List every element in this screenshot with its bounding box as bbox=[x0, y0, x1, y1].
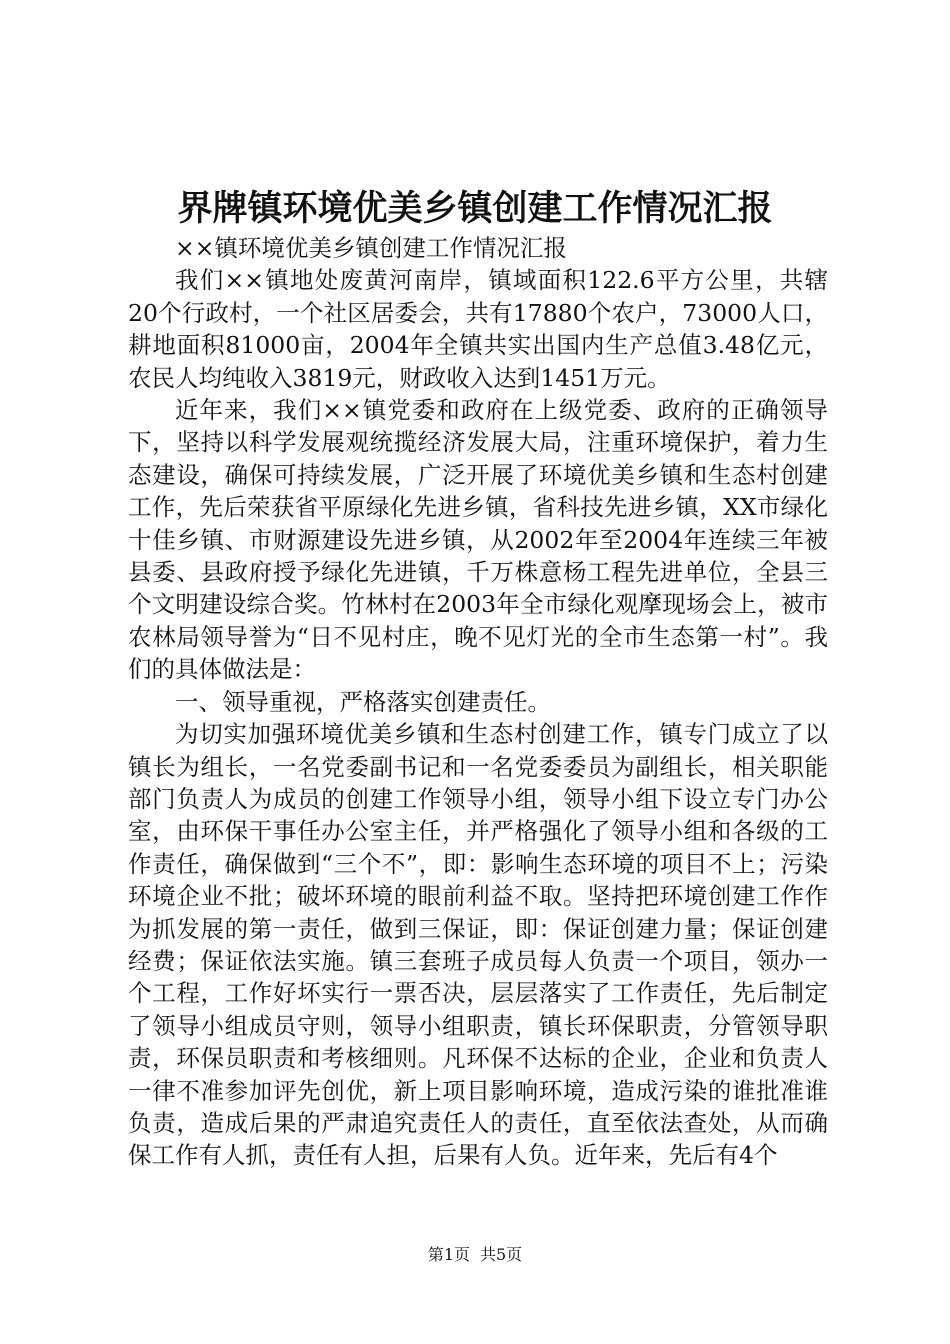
page-footer bbox=[0, 1244, 950, 1266]
document-body bbox=[128, 232, 828, 1172]
document-title: 界牌镇环境优美乡镇创建工作情况汇报 bbox=[177, 188, 773, 229]
subtitle-paragraph: ××镇环境优美乡镇创建工作情况汇报 bbox=[175, 234, 567, 262]
page-total: 共5页 bbox=[480, 1245, 523, 1264]
page-number: 第1页 bbox=[427, 1245, 470, 1264]
section-heading: 一、领导重视，严格落实创建责任。 bbox=[175, 687, 551, 716]
achievements-paragraph: 近年来，我们××镇党委和政府在上级党委、政府的正确领导下，坚持以科学发展观统揽经济发展大局，注重环境保护，着力生态建设，确保可持续发展，广泛开展了环境优美乡镇和生态村创建工作，先后荣获省平原绿化先进乡镇，省科技先进乡镇，XX市绿化十佳乡镇、市财源建设先进乡镇，从2002年至2004年连续三年被县委、县政府授予绿化先进镇，千万株意杨工程先进单位，全县三个文明建设综合奖。竹林村在2003年全市绿化观摩现场会上，被市农林局领导誉为“日不见村庄，晚不见灯光的全市生态第一村”。我们的具体做法是： bbox=[128, 396, 828, 684]
responsibility-paragraph: 为切实加强环境优美乡镇和生态村创建工作，镇专门成立了以镇长为组长，一名党委副书记和一名党委委员为副组长，相关职能部门负责人为成员的创建工作领导小组，领导小组下设立专门办公室，由环保干事任办公室主任，并严格强化了领导小组和各级的工作责任，确保做到“三个不”，即：影响生态环境的项目不上；污染环境企业不批；破坏环境的眼前利益不取。坚持把环境创建工作作为抓发展的第一责任，做到三保证，即：保证创建力量；保证创建经费；保证依法实施。镇三套班子成员每人负责一个项目，领办一个工程，工作好坏实行一票否决，层层落实了工作责任，先后制定了领导小组成员守则，领导小组职责，镇长环保职责，分管领导职责，环保员职责和考核细则。凡环保不达标的企业，企业和负责人一律不准参加评先创优，新上项目影响环境，造成污染的谁批准谁负责，造成后果的严肃追究责任人的责任，直至依法查处，从而确保工作有人抓，责任有人担，后果有人负。近年来，先后有4个 bbox=[128, 720, 828, 1170]
overview-paragraph: 我们××镇地处废黄河南岸，镇域面积122.6平方公里，共辖20个行政村，一个社区居委会，共有17880个农户，73000人口，耕地面积81000亩，2004年全镇共实出国内生产总值3.48亿元，农民人均纯收入3819元，财政收入达到1451万元。 bbox=[128, 266, 828, 392]
